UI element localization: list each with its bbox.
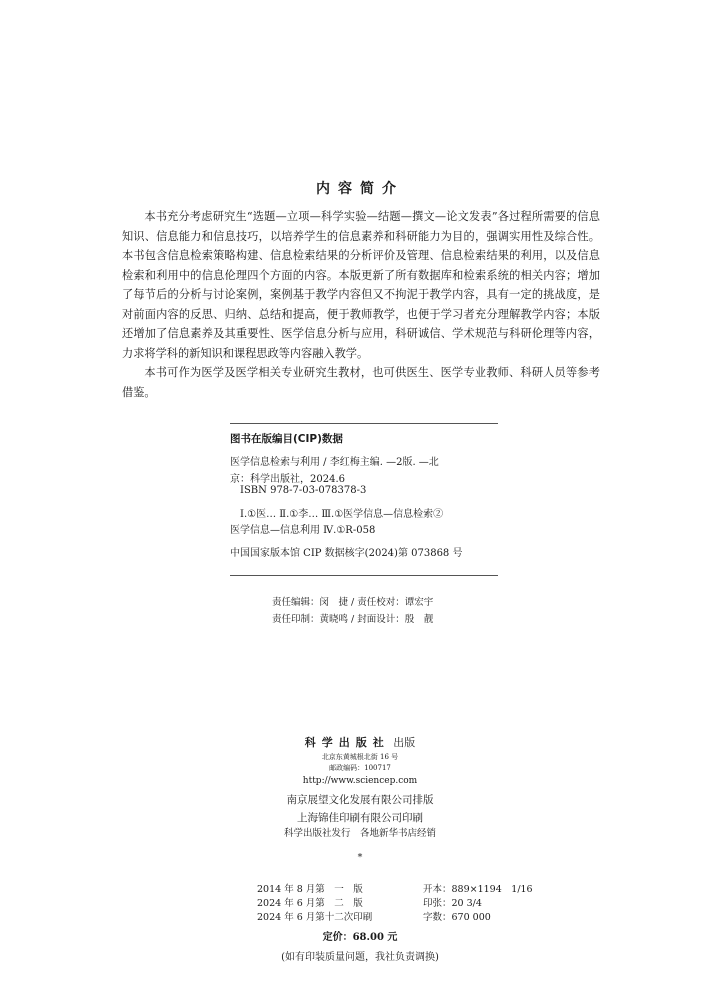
edition-right: 印张：20 3/4 — [423, 898, 482, 909]
publisher-postcode: 邮政编码：100717 — [329, 764, 391, 772]
cip-bottom-rule — [230, 575, 498, 576]
edition-left: 2014 年 8 月第 一 版 — [257, 884, 363, 895]
intro-paragraph-2: 本书可作为医学及医学相关专业研究生教材，也可供医生、医学专业教师、科研人员等参考借鉴。 — [122, 366, 600, 399]
cip-number: 中国国家版本馆 CIP 数据核字(2024)第 073868 号 — [230, 548, 463, 559]
intro-body — [122, 207, 600, 402]
cip-top-rule — [230, 423, 498, 424]
edition-row — [257, 883, 533, 897]
price: 定价：68.00 元 — [322, 932, 398, 943]
cip-isbn: ISBN 978-7-03-078378-3 — [240, 485, 367, 496]
publisher-name: 科学出版社 — [304, 736, 390, 749]
edition-right: 开本：889×1194 1/16 — [423, 884, 533, 895]
edition-table — [257, 883, 533, 925]
cip-heading: 图书在版编目(CIP)数据 — [230, 433, 343, 445]
edition-row — [257, 911, 533, 925]
intro-title: 内容简介 — [316, 181, 404, 197]
editors-block — [272, 594, 433, 628]
editors-line-1: 责任编辑：闵 捷 / 责任校对：谭宏宇 — [272, 597, 434, 608]
publisher-address: 北京东黄城根北街 16 号 — [321, 753, 399, 761]
separator-star: * — [357, 852, 363, 863]
cip-line-2: 京：科学出版社，2024.6 — [230, 474, 345, 485]
cip-line-5: 医学信息—信息利用 Ⅳ.①R-058 — [230, 525, 376, 536]
publisher-line — [0, 734, 720, 750]
quality-notice: (如有印装质量问题，我社负责调换) — [281, 952, 439, 963]
publisher-url: http://www.sciencep.com — [302, 776, 418, 786]
edition-left: 2024 年 6 月第十二次印刷 — [257, 912, 373, 923]
editors-line-2: 责任印制：黄晓鸣 / 封面设计：殷 靓 — [272, 614, 434, 625]
cip-line-4: Ⅰ.①医… Ⅱ.①李… Ⅲ.①医学信息—信息检索② — [240, 509, 444, 520]
cip-line-1: 医学信息检索与利用 / 李红梅主编. —2版. —北 — [230, 457, 439, 468]
printer: 上海锦佳印刷有限公司印刷 — [297, 812, 423, 824]
intro-paragraph-1: 本书充分考虑研究生“选题—立项—科学实验—结题—撰文—论文发表”各过程所需要的信息知识、信息能力和信息技巧，以培养学生的信息素养和科研能力为目的，强调实用性及综合性。本书包含信息检索策略构建、信息检索结果的分析评价及管理、信息检索结果的利用，以及信息检索和利用中的信息伦理四个方面的内容。本版更新了所有数据库和检索系统的相关内容；增加了每节后的分析与讨论案例，案例基于教学内容但又不拘泥于教学内容，具有一定的挑战度，是对前面内容的反思、归纳、总结和提高，便于教师教学，也便于学习者充分理解教学内容；本版还增加了信息素养及其重要性、医学信息分析与应用，科研诚信、学术规范与科研伦理等内容，力求将学科的新知识和课程思政等内容融入教学。 — [122, 210, 600, 360]
edition-right: 字数：670 000 — [423, 912, 491, 923]
typesetter: 南京展望文化发展有限公司排版 — [286, 794, 434, 806]
edition-left: 2024 年 6 月第 二 版 — [257, 898, 363, 909]
edition-row — [257, 897, 533, 911]
distributor: 科学出版社发行 各地新华书店经销 — [283, 828, 436, 839]
cip-block — [230, 423, 498, 559]
publisher-suffix: 出版 — [393, 736, 416, 749]
